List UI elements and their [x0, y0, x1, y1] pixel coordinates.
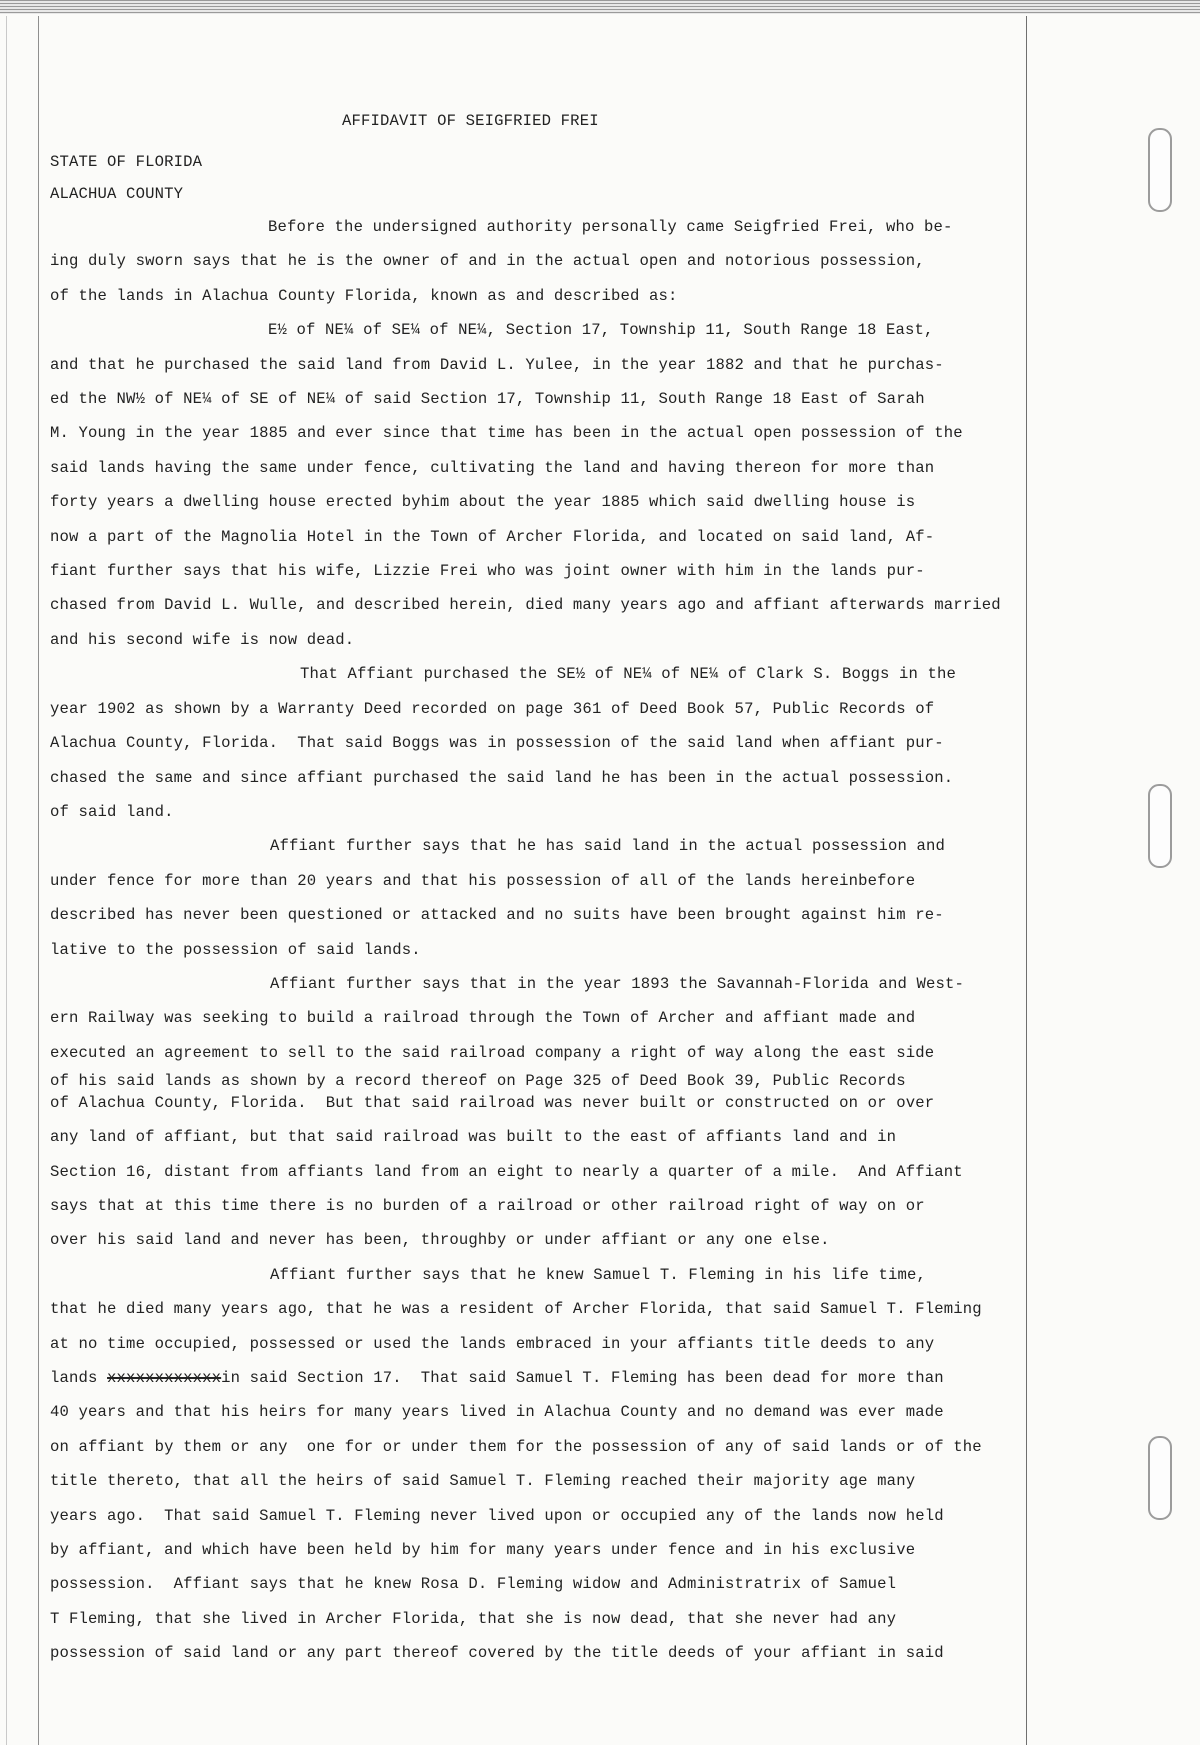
punch-hole-bottom — [1148, 1436, 1172, 1520]
paragraph-line: Alachua County, Florida. That said Boggs was in possession of the said land when affiant pur- — [50, 734, 944, 753]
paragraph-line: under fence for more than 20 years and that his possession of all of the lands hereinbefore — [50, 871, 916, 890]
paragraph-line: and that he purchased the said land from David L. Yulee, in the year 1882 and that he purchas- — [50, 355, 944, 374]
paragraph-line: ern Railway was seeking to build a railroad through the Town of Archer and affiant made and — [50, 1009, 916, 1028]
paragraph-line: forty years a dwelling house erected byhim about the year 1885 which said dwelling house is — [50, 493, 916, 512]
punch-hole-top — [1148, 128, 1172, 212]
paragraph-line: 40 years and that his heirs for many years lived in Alachua County and no demand was ever made — [50, 1403, 944, 1422]
paragraph-line: years ago. That said Samuel T. Fleming never lived upon or occupied any of the lands now held — [50, 1506, 944, 1525]
paragraph-line: by affiant, and which have been held by him for many years under fence and in his exclusive — [50, 1541, 916, 1560]
land-description: E½ of NE¼ of SE¼ of NE¼, Section 17, Township 11, South Range 18 East, — [268, 321, 934, 340]
paragraph-line: of said land. — [50, 802, 174, 821]
line-rest: in said Section 17. That said Samuel T. Fleming has been dead for more than — [221, 1369, 944, 1387]
paragraph-line: any land of affiant, but that said railroad was built to the east of affiants land and in — [50, 1128, 897, 1147]
paragraph-line: and his second wife is now dead. — [50, 630, 355, 649]
paragraph-line: Section 16, distant from affiants land from an eight to nearly a quarter of a mile. And Affiant — [50, 1162, 963, 1181]
punch-hole-middle — [1148, 784, 1172, 868]
top-border — [0, 0, 1200, 14]
paragraph-line: executed an agreement to sell to the said railroad company a right of way along the east side — [50, 1043, 935, 1062]
paragraph-line: fiant further says that his wife, Lizzie Frei who was joint owner with him in the lands pur- — [50, 562, 925, 581]
document-body — [50, 112, 1090, 1671]
left-margin-line — [38, 16, 39, 1745]
paragraph-line: year 1902 as shown by a Warranty Deed recorded on page 361 of Deed Book 57, Public Records of — [50, 699, 935, 718]
paragraph-line: Affiant further says that in the year 1893 the Savannah-Florida and West- — [270, 974, 965, 993]
paragraph-line: That Affiant purchased the SE½ of NE¼ of NE¼ of Clark S. Boggs in the — [300, 665, 957, 684]
left-margin-line-outer — [6, 16, 7, 1745]
paragraph-line: title thereto, that all the heirs of said Samuel T. Fleming reached their majority age many — [50, 1472, 916, 1491]
paragraph-line: M. Young in the year 1885 and ever since that time has been in the actual open possession of the — [50, 424, 963, 443]
paragraph-line: says that at this time there is no burden of a railroad or other railroad right of way on or — [50, 1196, 925, 1215]
struck-out-text: xxxxxxxxxxxx — [107, 1369, 222, 1387]
paragraph-line: chased the same and since affiant purchased the said land he has been in the actual possession. — [50, 768, 954, 787]
paragraph-line: described has never been questioned or attacked and no suits have been brought against him re- — [50, 906, 944, 925]
paragraph-line: possession of said land or any part thereof covered by the title deeds of your affiant in said — [50, 1644, 944, 1663]
paragraph-line: said lands having the same under fence, cultivating the land and having thereon for more than — [50, 458, 935, 477]
paragraph-line: lative to the possession of said lands. — [50, 940, 421, 959]
paragraph-line: ing duly sworn says that he is the owner of and in the actual open and notorious possession, — [50, 252, 925, 271]
document-title: AFFIDAVIT OF SEIGFRIED FREI — [342, 112, 599, 130]
state-heading: STATE OF FLORIDA — [50, 153, 203, 171]
paragraph-line: of Alachua County, Florida. But that said railroad was never built or constructed on or over — [50, 1094, 935, 1113]
line-start: lands — [50, 1369, 108, 1387]
paragraph-line: T Fleming, that she lived in Archer Florida, that she is now dead, that she never had any — [50, 1609, 897, 1628]
paragraph-line: Affiant further says that he knew Samuel T. Fleming in his life time, — [270, 1265, 927, 1284]
paragraph-line: chased from David L. Wulle, and described herein, died many years ago and affiant afterwards married — [50, 596, 1001, 615]
paragraph-line: on affiant by them or any one for or under them for the possession of any of said lands or of the — [50, 1437, 982, 1456]
paragraph-line: now a part of the Magnolia Hotel in the Town of Archer Florida, and located on said land, Af- — [50, 527, 935, 546]
paragraph-line: of his said lands as shown by a record thereof on Page 325 of Deed Book 39, Public Records — [50, 1072, 906, 1091]
paragraph-line — [50, 1361, 1090, 1395]
paragraph-line: at no time occupied, possessed or used the lands embraced in your affiants title deeds to any — [50, 1334, 935, 1353]
paragraph-line: that he died many years ago, that he was a resident of Archer Florida, that said Samuel T. Fleming — [50, 1300, 982, 1319]
paragraph-line: possession. Affiant says that he knew Rosa D. Fleming widow and Administratrix of Samuel — [50, 1575, 897, 1594]
county-heading: ALACHUA COUNTY — [50, 185, 184, 203]
paragraph-line: of the lands in Alachua County Florida, known as and described as: — [50, 286, 678, 305]
paragraph-line: Before the undersigned authority personally came Seigfried Frei, who be- — [268, 218, 953, 236]
paragraph-line: over his said land and never has been, throughby or under affiant or any one else. — [50, 1231, 830, 1250]
paragraph-line: Affiant further says that he has said land in the actual possession and — [270, 837, 946, 856]
paragraph-line: ed the NW½ of NE¼ of SE of NE¼ of said Section 17, Township 11, South Range 18 East of Sarah — [50, 390, 925, 409]
